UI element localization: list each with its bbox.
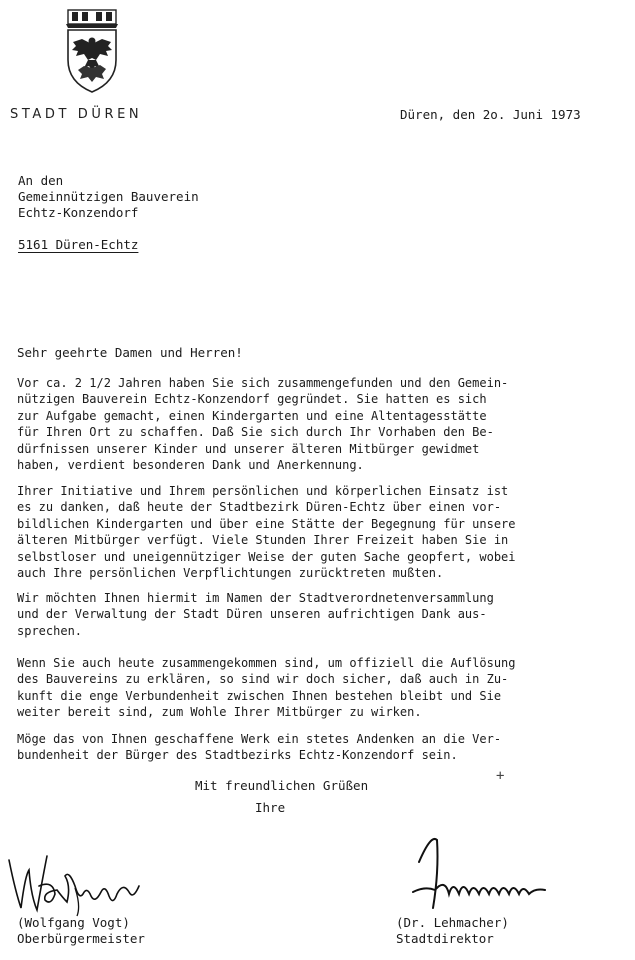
text-line: nützigen Bauverein Echtz-Konzendorf gegründet. Sie hatten es sich xyxy=(17,392,487,407)
recipient-address xyxy=(18,173,199,221)
body-paragraph xyxy=(17,590,494,639)
text-line: für Ihren Ort zu schaffen. Daß Sie sich durch Ihr Vorhaben den Be- xyxy=(17,425,494,440)
salutation: Sehr geehrte Damen und Herren! xyxy=(17,345,243,360)
text-line: Möge das von Ihnen geschaffene Werk ein stetes Andenken an die Ver- xyxy=(17,732,502,746)
body-paragraph xyxy=(17,655,516,721)
text-line: haben, verdient besonderen Dank und Anerkennung. xyxy=(17,458,364,473)
signature-director xyxy=(405,832,555,914)
cross-mark-icon: + xyxy=(496,768,505,784)
body-paragraph xyxy=(17,483,516,581)
text-line: bundenheit der Bürger des Stadtbezirks Echtz-Konzendorf sein. xyxy=(17,748,458,763)
recipient-line: Echtz-Konzendorf xyxy=(18,205,139,220)
text-line: selbstloser und uneigennütziger Weise der guten Sache geopfert, wobei xyxy=(17,549,516,564)
text-line: des Bauvereins zu erklären, so sind wir doch sicher, daß auch in Zu- xyxy=(17,672,509,687)
signer-mayor xyxy=(17,915,145,947)
body-paragraph xyxy=(17,731,501,764)
recipient-postal-city: 5161 Düren-Echtz xyxy=(18,237,139,252)
text-line: älteren Mitbürger verfügt. Viele Stunden Ihrer Freizeit haben Sie in xyxy=(17,533,509,548)
signer-name: (Wolfgang Vogt) xyxy=(17,915,130,930)
closing-ihre: Ihre xyxy=(255,800,286,815)
recipient-line: An den xyxy=(18,173,64,188)
signer-title: Stadtdirektor xyxy=(396,931,494,946)
text-line: weiter bereit sind, zum Wohle Ihrer Mitbürger zu wirken. xyxy=(17,705,422,720)
text-line: es zu danken, daß heute der Stadtbezirk Düren-Echtz über einen vor- xyxy=(17,500,502,515)
text-line: kunft die enge Verbundenheit zwischen Ihnen bestehen bleibt und Sie xyxy=(17,688,502,703)
coat-of-arms-icon xyxy=(62,8,122,94)
text-line: Vor ca. 2 1/2 Jahren haben Sie sich zusammengefunden und den Gemein- xyxy=(17,376,509,390)
text-line: Wir möchten Ihnen hiermit im Namen der Stadtverordnetenversammlung xyxy=(17,591,494,605)
signature-mayor xyxy=(5,846,145,918)
city-letterhead: STADT DÜREN xyxy=(10,107,143,122)
text-line: Wenn Sie auch heute zusammengekommen sind, um offiziell die Auflösung xyxy=(17,656,516,670)
signer-director xyxy=(396,915,509,947)
closing-greeting: Mit freundlichen Grüßen xyxy=(195,778,369,793)
text-line: sprechen. xyxy=(17,623,83,638)
letter-date: Düren, den 2o. Juni 1973 xyxy=(400,107,581,122)
body-paragraph xyxy=(17,375,508,473)
text-line: bildlichen Kindergarten und über eine Stätte der Begegnung für unsere xyxy=(17,516,516,531)
signer-title: Oberbürgermeister xyxy=(17,931,145,946)
text-line: zur Aufgabe gemacht, einen Kindergarten und eine Altentagesstätte xyxy=(17,408,487,423)
text-line: und der Verwaltung der Stadt Düren unseren aufrichtigen Dank aus- xyxy=(17,607,487,622)
text-line: Ihrer Initiative und Ihrem persönlichen und körperlichen Einsatz ist xyxy=(17,484,509,498)
signer-name: (Dr. Lehmacher) xyxy=(396,915,509,930)
text-line: dürfnissen unserer Kinder und unserer älteren Mitbürger gewidmet xyxy=(17,441,480,456)
text-line: auch Ihre persönlichen Verpflichtungen zurücktreten mußten. xyxy=(17,566,444,581)
recipient-line: Gemeinnützigen Bauverein xyxy=(18,189,199,204)
